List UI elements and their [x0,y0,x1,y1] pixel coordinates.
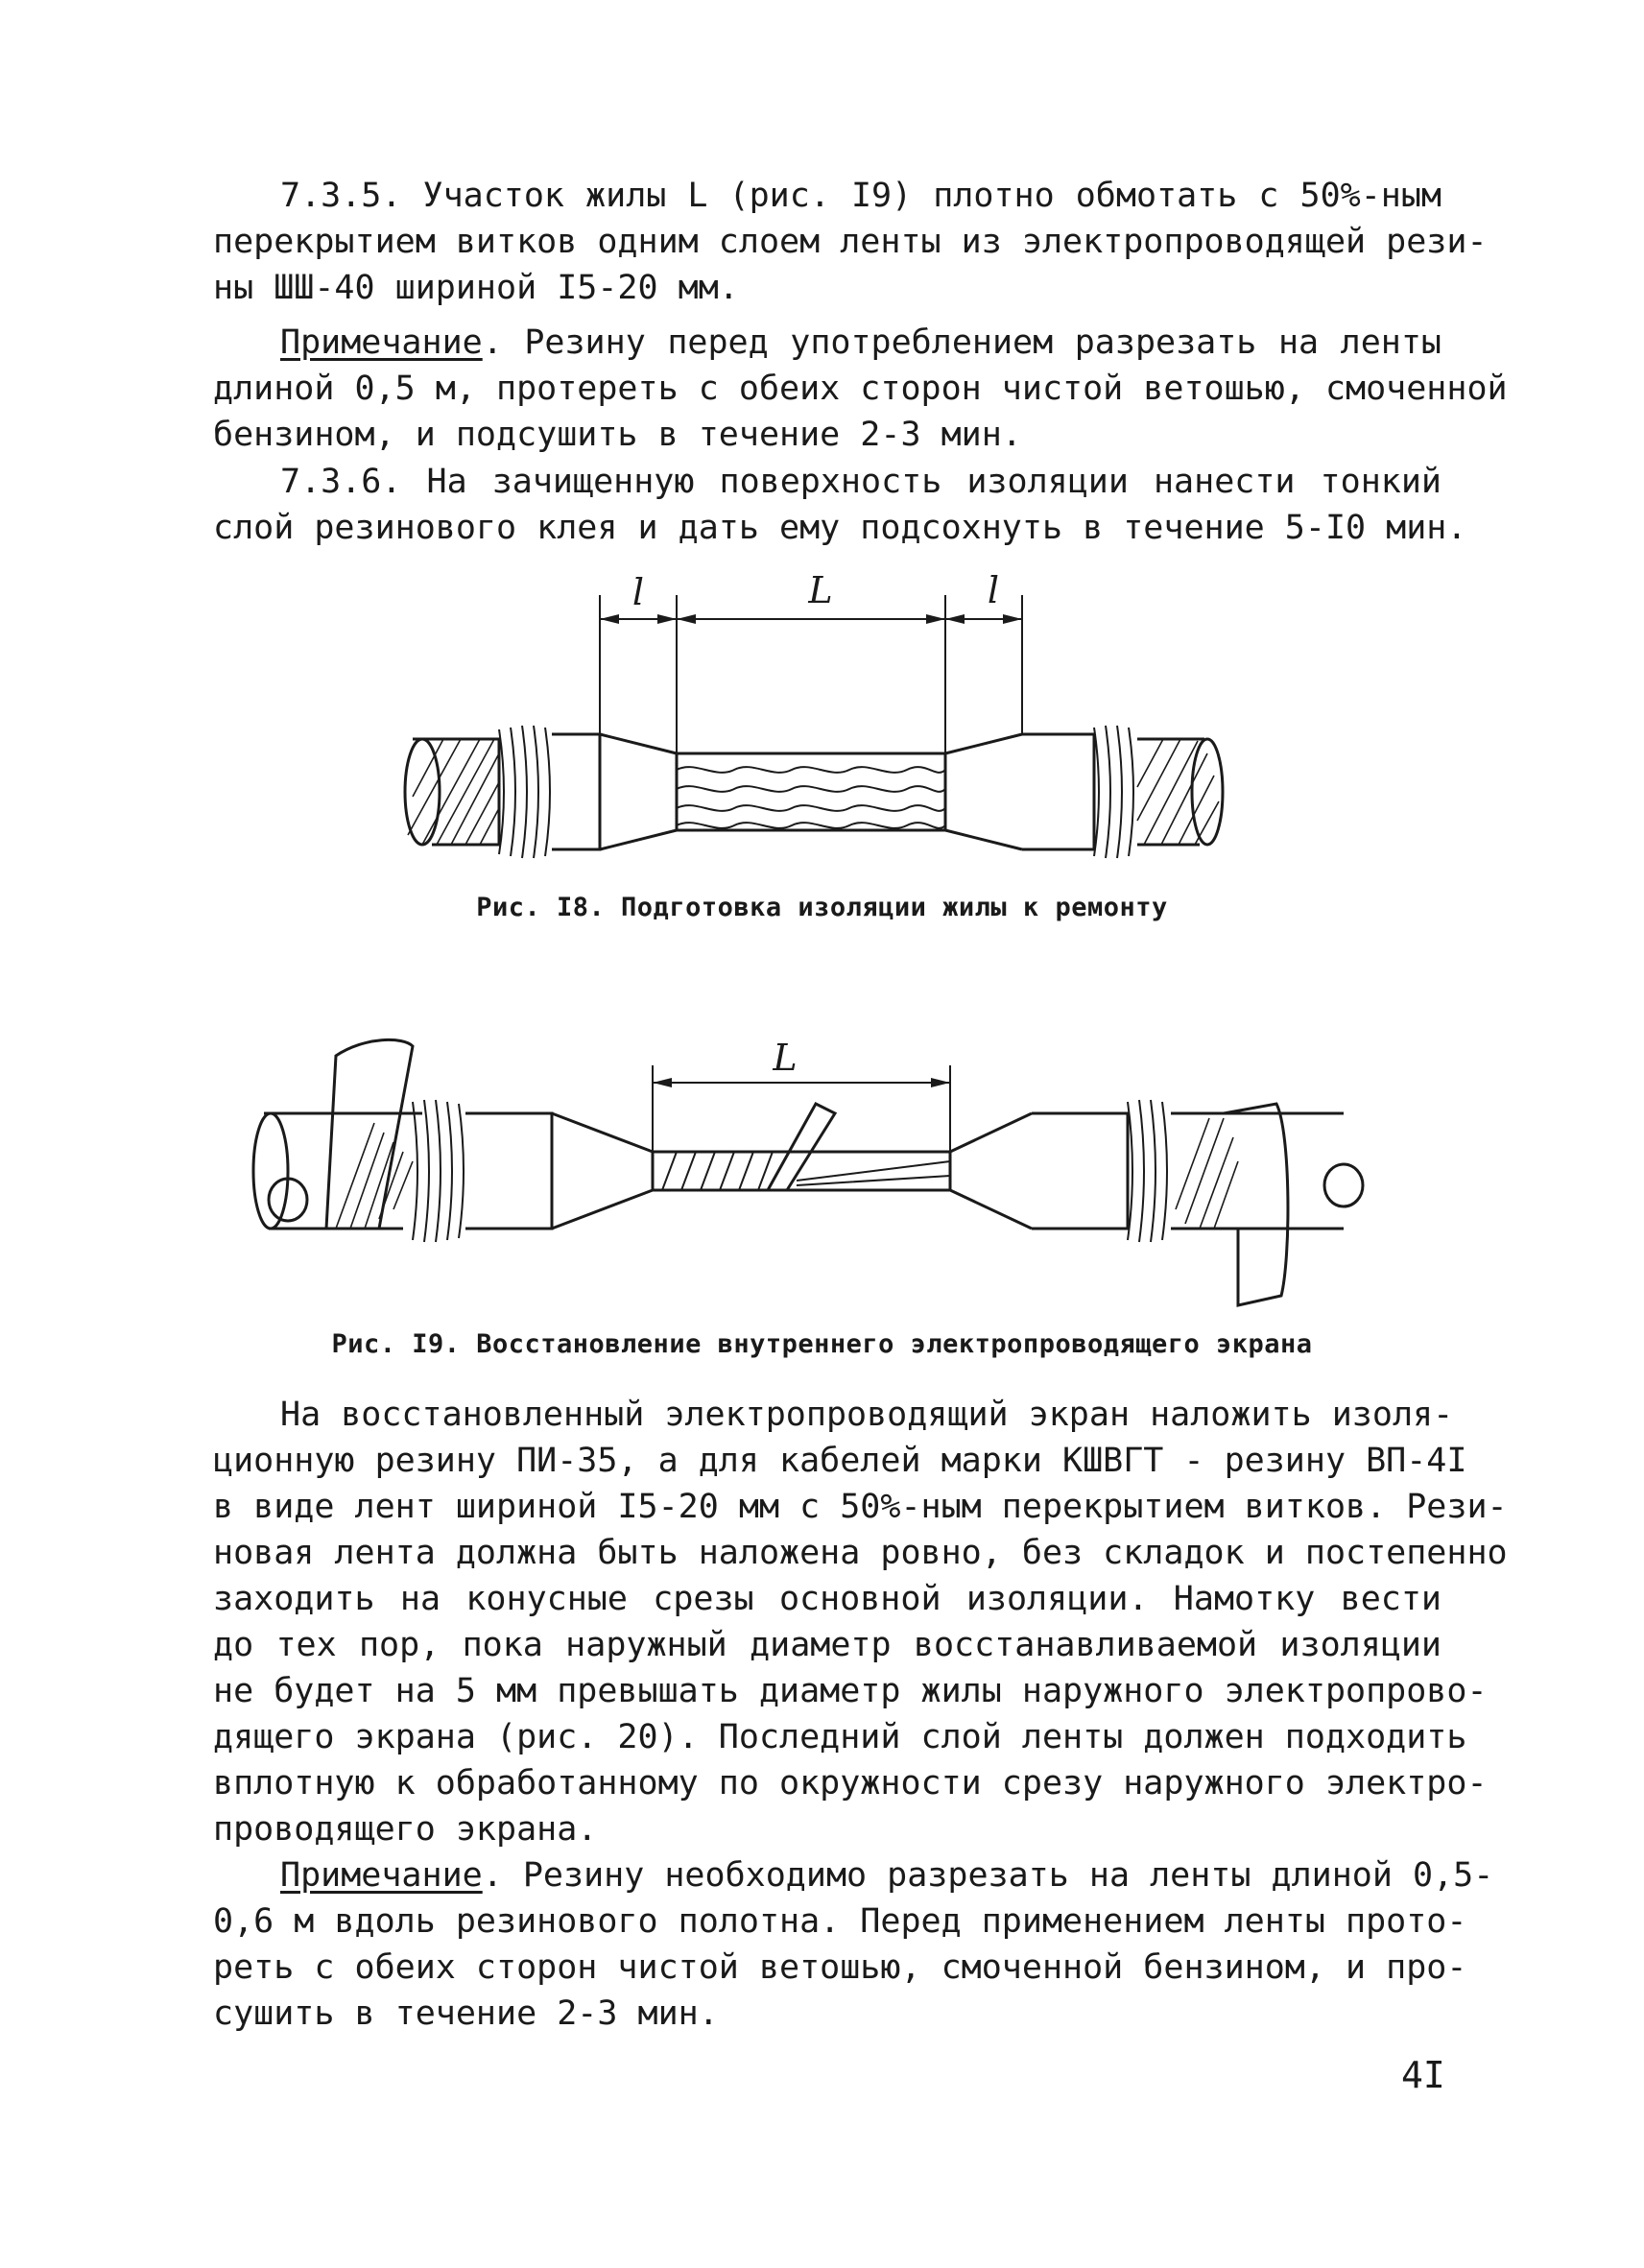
cable-right-end [945,726,1223,858]
text-line: заходить на конусные срезы основной изоляции. Намотку вести [213,1580,1441,1618]
page-number: 4I [1401,2054,1445,2096]
figure-18 [0,557,1644,873]
dim-label-center: L [773,1037,798,1079]
text-line: в виде лент шириной I5-20 мм с 50%-ным перекрытием витков. Рези- [213,1488,1508,1526]
arrowhead [677,614,696,624]
text-line: вплотную к обработанному по окружности срезу наружного электро- [213,1764,1488,1802]
note-text: . Резину необходимо разрезать на ленты длиной 0,5- [482,1856,1494,1895]
core-braid [677,753,945,830]
note-text: . Резину перед употреблением разрезать на ленты [482,323,1441,362]
note-label: Примечание [280,1856,483,1895]
arrowhead [931,1078,950,1087]
text-line: ны ШШ-40 шириной I5-20 мм. [213,269,739,307]
text-line: На восстановленный электропроводящий экран наложить изоля- [280,1396,1454,1434]
text-line: 0,6 м вдоль резинового полотна. Перед применением ленты прото- [213,1902,1467,1941]
note-label: Примечание [280,323,483,362]
section-7-3-5 [213,173,1488,311]
text-line: реть с обеих сторон чистой ветошью, смоченной бензином, и про- [213,1948,1467,1987]
arrowhead [657,614,677,624]
text-line: до тех пор, пока наружный диаметр восстанавливаемой изоляции [213,1626,1441,1664]
cable-right-end [950,1100,1363,1305]
text-line: слой резинового клея и дать ему подсохнуть в течение 5-I0 мин. [213,509,1467,547]
text-line: ционную резину ПИ-35, а для кабелей марки КШВГТ - резину ВП-4I [213,1442,1467,1480]
arrowhead [926,614,945,624]
text-line: 7.3.5. Участок жилы L (рис. I9) плотно обмотать с 50%-ным [280,177,1441,215]
text-line: дящего экрана (рис. 20). Последний слой ленты должен подходить [213,1718,1467,1756]
text-line [213,320,1441,366]
arrowhead [945,614,965,624]
text-line: проводящего экрана. [213,1810,598,1849]
note-1 [213,320,1508,458]
text-line: 7.3.6. На зачищенную поверхность изоляции нанести тонкий [280,463,1441,501]
text-line: сушить в течение 2-3 мин. [213,1994,719,2033]
text-line: не будет на 5 мм превышать диаметр жилы наружного электропрово- [213,1672,1488,1710]
body-paragraph [213,1392,1508,1852]
text-line [213,1852,1494,1898]
text-line: бензином, и подсушить в течение 2-3 мин. [213,416,1022,454]
dim-label-left: l [631,571,645,613]
figure-18-caption: Рис. I8. Подготовка изоляции жилы к ремонту [476,893,1168,922]
cable-left-end [405,726,677,858]
figure-19 [0,1017,1644,1325]
cable-left-end [253,1039,653,1242]
text-line: перекрытием витков одним слоем ленты из электропроводящей рези- [213,223,1488,261]
figure-19-caption: Рис. I9. Восстановление внутреннего электропроводящего экрана [331,1329,1313,1359]
text-line: новая лента должна быть наложена ровно, без складок и постепенно [213,1534,1508,1572]
note-2 [213,1852,1494,2037]
section-7-3-6 [213,459,1467,551]
arrowhead [1003,614,1022,624]
text-line: длиной 0,5 м, протереть с обеих сторон чистой ветошью, смоченной [213,370,1508,408]
arrowhead [600,614,619,624]
dim-label-right: l [987,569,1000,611]
dim-label-center: L [808,569,833,611]
arrowhead [653,1078,672,1087]
wrapped-tape-section [653,1104,950,1190]
